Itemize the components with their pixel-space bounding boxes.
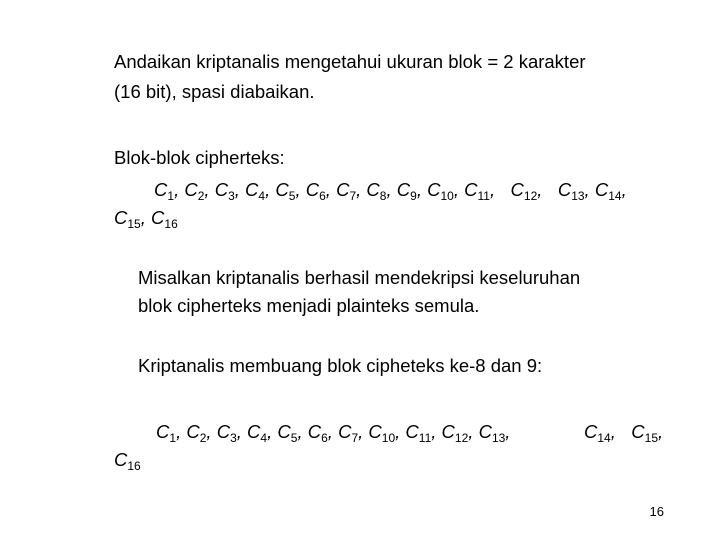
cipher-block [247,421,278,445]
cipher-block [510,179,558,203]
cipher-block-index: 10 [381,431,396,445]
cipher-block-index: 12 [454,431,469,445]
cipher-block-index: 7 [349,189,357,203]
cipher-block [114,449,141,473]
cipher-block [405,421,442,445]
cipher-block-letter: C [247,421,261,442]
cipher-block [216,421,248,445]
cipher-block-index: 2 [199,431,207,445]
cipher-block-index: 8 [379,189,387,203]
cipher-block [464,179,511,203]
cipher-block-index: 14 [597,431,611,445]
blocks-heading: Blok-blok cipherteks: [114,147,285,168]
cipher-block-letter: C [307,421,322,442]
cipher-block-separator: , [453,179,465,200]
cipher-block-index: 16 [164,217,178,231]
cipher-block-separator: , [234,179,246,200]
cipher-block [336,179,367,203]
cipher-block [396,179,428,203]
cipher-block [368,421,406,445]
cipher-block [214,179,246,203]
cipher-block-index: 4 [260,431,268,445]
cipher-block-separator: , [610,421,632,442]
cipher-block-separator: , [386,179,397,200]
cipher-block-separator: , [297,421,308,442]
intro-line-1: Andaikan kriptanalis mengetahui ukuran blok = 2 karakter [114,51,586,72]
cipher-block [114,207,152,231]
cipher-block-index: 11 [418,431,432,445]
cipher-block-letter: C [368,421,382,442]
cipher-block-separator: , [176,421,187,442]
cipher-block-separator: , [358,421,369,442]
cipher-block-separator: , [505,421,511,442]
cipher-block [184,179,215,203]
cipher-block-letter: C [441,421,455,442]
cipher-block-letter: C [184,179,198,200]
cipher-sequence-1 [154,176,627,205]
cipher-block-letter: C [275,179,289,200]
cipher-block-index: 1 [167,189,175,203]
cipher-block-letter: C [631,421,645,442]
cipher-block-letter: C [186,421,200,442]
cipher-block-index: 15 [127,217,141,231]
cipher-block-separator: , [431,421,442,442]
cipher-block [478,421,511,445]
cipher-block-index: 15 [644,431,659,445]
cipher-block-letter: C [427,179,441,200]
cipher-block-separator: , [325,179,337,200]
cipher-block [154,179,185,203]
cipher-block-index: 5 [288,189,296,203]
cipher-block-separator: , [395,421,406,442]
cipher-block-separator: , [267,421,278,442]
cipher-block [366,179,397,203]
cipher-block-separator: , [236,421,248,442]
cipher-block [151,207,178,231]
cipher-block-index: 4 [258,189,266,203]
cipher-block-separator: , [621,179,627,200]
cipher-block-separator: , [468,421,479,442]
cipher-block-letter: C [245,179,259,200]
cipher-sequence-2-tail [584,418,663,447]
cipher-block-separator: , [489,179,511,200]
cipher-block [186,421,217,445]
cipher-block [275,179,306,203]
cipher-block-index: 16 [127,459,141,473]
cipher-block-separator: , [265,179,276,200]
cipher-block-separator: , [295,179,306,200]
cipher-block-letter: C [510,179,524,200]
cipher-block-index: 5 [290,431,298,445]
decrypt-line-2: blok cipherteks menjadi plainteks semula. [138,295,480,316]
cipher-block-letter: C [216,421,231,442]
cipher-block-index: 14 [608,189,622,203]
cipher-block-letter: C [277,421,291,442]
cipher-block-letter: C [114,207,128,228]
cipher-block [594,179,627,203]
cipher-block-letter: C [156,421,170,442]
cipher-block-separator: , [327,421,339,442]
cipher-block-separator: , [206,421,217,442]
cipher-block [307,421,339,445]
cipher-block [277,421,308,445]
cipher-block-index: 6 [321,431,328,445]
cipher-block [441,421,479,445]
cipher-block-letter: C [151,207,165,228]
cipher-block-letter: C [305,179,320,200]
cipher-block-letter: C [584,421,598,442]
cipher-block-index: 12 [523,189,538,203]
cipher-block [557,179,595,203]
cipher-block-separator: , [204,179,215,200]
cipher-block-letter: C [405,421,419,442]
cipher-block-index: 13 [491,431,506,445]
cipher-block-letter: C [478,421,492,442]
intro-line-2: (16 bit), spasi diabaikan. [114,81,315,102]
cipher-block-index: 3 [230,431,237,445]
cipher-block-index: 6 [319,189,326,203]
cipher-block-index: 1 [169,431,177,445]
cipher-block-index: 7 [351,431,359,445]
cipher-block [156,421,187,445]
cipher-block [338,421,369,445]
cipher-sequence-1-wrap [114,204,178,233]
cipher-block-letter: C [557,179,572,200]
remove-blocks-line: Kriptanalis membuang blok cipheteks ke-8 dan 9: [138,355,543,376]
cipher-block-index: 9 [410,189,417,203]
cipher-block-index: 10 [440,189,454,203]
cipher-block-letter: C [464,179,478,200]
cipher-block-letter: C [366,179,380,200]
cipher-block-separator: , [537,179,558,200]
cipher-block-letter: C [114,449,128,470]
cipher-block-letter: C [594,179,609,200]
cipher-block-index: 11 [477,189,490,203]
cipher-sequence-2 [156,418,510,447]
cipher-block-letter: C [338,421,352,442]
cipher-block-index: 3 [228,189,235,203]
cipher-block-letter: C [336,179,350,200]
cipher-block-letter: C [214,179,229,200]
cipher-block [305,179,337,203]
cipher-block-separator: , [174,179,185,200]
cipher-block [631,421,664,445]
cipher-block [245,179,276,203]
cipher-block-separator: , [356,179,367,200]
decrypt-line-1: Misalkan kriptanalis berhasil mendekripsi keseluruhan [138,267,581,288]
page-number: 16 [649,504,664,519]
cipher-block-letter: C [154,179,168,200]
cipher-block-separator: , [140,207,152,228]
cipher-block-separator: , [658,421,664,442]
cipher-block-separator: , [584,179,595,200]
cipher-block-index: 13 [571,189,585,203]
cipher-block-letter: C [396,179,411,200]
cipher-block-separator: , [416,179,428,200]
cipher-block-index: 2 [197,189,205,203]
cipher-block [427,179,465,203]
cipher-block [584,421,632,445]
cipher-sequence-2-wrap [114,446,141,475]
